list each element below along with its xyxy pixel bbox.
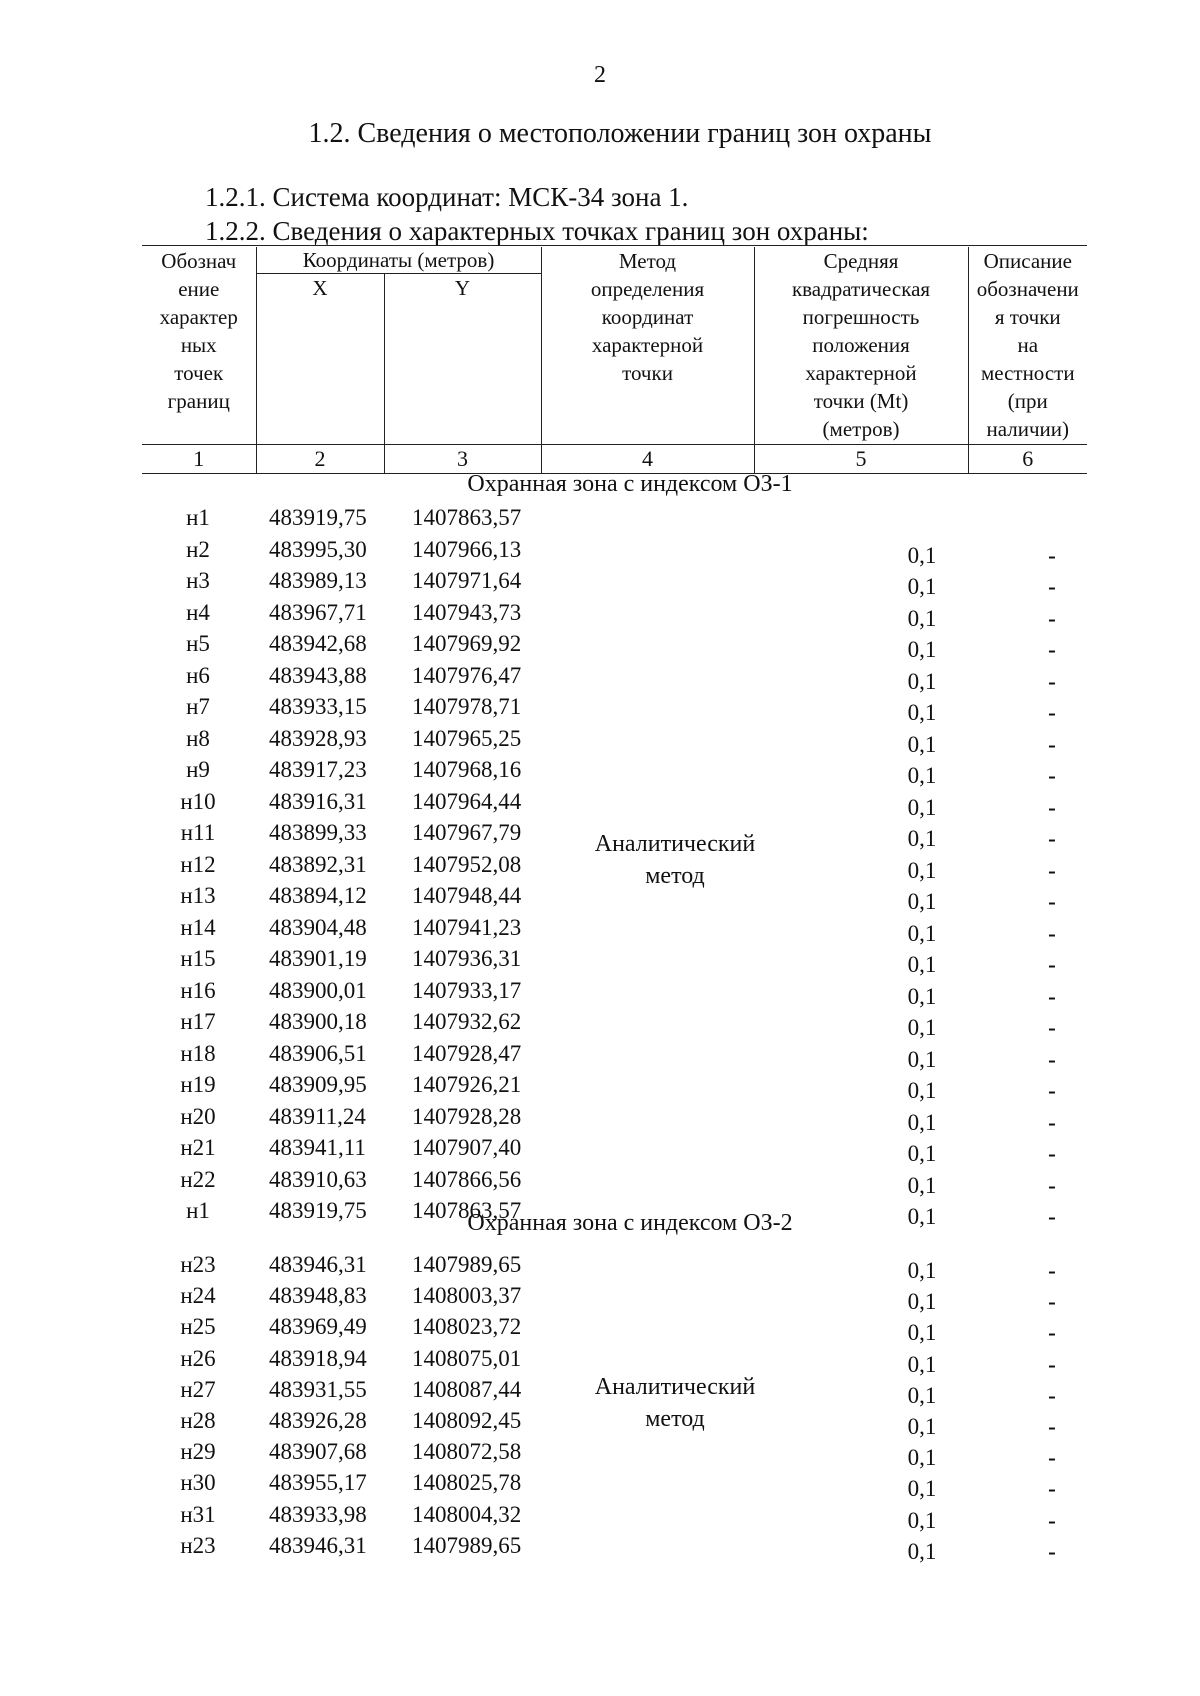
point-name: н11 [180,820,216,845]
point-description: - [1048,1078,1056,1103]
y-coordinate: 1407952,08 [412,851,522,877]
x-coordinate: 483906,51 [269,1040,367,1066]
x-coordinate: 483900,18 [269,1009,367,1034]
table-row [142,537,1087,568]
y-coordinate: 1407943,73 [412,599,522,625]
col-number-3: 3 [384,445,541,474]
x-coordinate: 483933,15 [269,694,367,719]
x-coordinate: 483989,13 [269,568,367,593]
table-row [142,1533,1087,1564]
table-row [142,1439,1087,1470]
y-coordinate: 1407928,28 [412,1103,522,1129]
y-coordinate: 1408023,72 [412,1314,522,1340]
x-coordinate: 483911,24 [269,1103,366,1129]
method-label [560,1371,790,1435]
point-description: - [1048,605,1056,631]
y-coordinate: 1407907,40 [412,1135,522,1160]
y-coordinate: 1407933,17 [412,977,522,1003]
point-description: - [1048,1172,1056,1198]
point-name: н28 [180,1408,216,1433]
point-description: - [1048,1351,1056,1377]
point-description: - [1048,1382,1056,1408]
y-coordinate: 1407932,62 [412,1009,522,1034]
y-coordinate: 1408072,58 [412,1439,522,1465]
y-coordinate: 1407948,44 [412,883,522,908]
point-name: н20 [180,1103,216,1129]
y-coordinate: 1407989,65 [412,1532,522,1558]
table-row [142,600,1087,631]
point-description: - [1048,1538,1056,1564]
col-number-2: 2 [256,445,384,474]
table-row [142,631,1087,662]
y-coordinate: 1407926,21 [412,1072,522,1097]
point-name: н25 [180,1314,216,1340]
header-x: X [256,274,384,445]
y-coordinate: 1408003,37 [412,1283,522,1309]
point-name: н5 [186,631,210,656]
table-row [142,946,1087,977]
mean-error: 0,1 [907,605,937,631]
point-description: - [1048,668,1056,694]
point-name: н13 [180,883,216,908]
point-name: н6 [186,662,210,688]
y-coordinate: 1407863,57 [412,1198,522,1223]
point-name: н23 [180,1252,216,1277]
table-row [142,757,1087,788]
x-coordinate: 483909,95 [269,1072,367,1097]
point-description: - [1048,1445,1056,1471]
y-coordinate: 1407928,47 [412,1040,522,1066]
x-coordinate: 483969,49 [269,1314,367,1340]
mean-error: 0,1 [907,794,937,820]
method-line: Аналитический [594,1374,756,1400]
y-coordinate: 1408075,01 [412,1345,522,1371]
point-description: - [1048,1476,1056,1502]
y-coordinate: 1407866,56 [412,1166,522,1192]
x-coordinate: 483946,31 [269,1532,367,1558]
x-coordinate: 483892,31 [269,851,367,877]
table-header [142,247,1087,474]
y-coordinate: 1407964,44 [412,788,522,814]
y-coordinate: 1408087,44 [412,1376,522,1402]
x-coordinate: 483907,68 [269,1439,367,1465]
mean-error: 0,1 [907,637,937,662]
mean-error: 0,1 [907,1414,937,1439]
y-coordinate: 1407965,25 [412,725,522,751]
table-row [142,1072,1087,1103]
mean-error: 0,1 [907,1046,937,1072]
x-coordinate: 483910,63 [269,1166,367,1192]
point-description: - [1048,1507,1056,1533]
point-name: н15 [180,946,216,971]
point-name: н30 [180,1470,216,1496]
mean-error: 0,1 [907,1289,937,1315]
point-name: н24 [180,1283,216,1309]
table-row [142,978,1087,1009]
mean-error: 0,1 [907,1109,937,1135]
x-coordinate: 483900,01 [269,977,367,1003]
header-col1: Обознач ение характер ных точек границ [159,249,238,413]
header-y: Y [384,274,541,445]
point-description: - [1048,889,1056,914]
y-coordinate: 1407969,92 [412,631,522,656]
zone-title: Охранная зона с индексом ОЗ-1 [467,471,793,497]
table-row [142,1283,1087,1314]
table-row [142,694,1087,725]
mean-error: 0,1 [907,1476,937,1502]
col-number-6: 6 [968,445,1087,474]
x-coordinate: 483931,55 [269,1376,367,1402]
x-coordinate: 483967,71 [269,599,367,625]
x-coordinate: 483919,75 [269,505,367,530]
x-coordinate: 483995,30 [269,536,367,562]
point-name: н7 [186,694,210,719]
y-coordinate: 1407967,79 [412,820,522,845]
point-description: - [1048,1141,1056,1166]
point-name: н16 [180,977,216,1003]
point-description: - [1048,794,1056,820]
x-coordinate: 483919,75 [269,1198,367,1223]
point-description: - [1048,731,1056,757]
mean-error: 0,1 [907,542,937,568]
point-name: н3 [186,568,210,593]
mean-error: 0,1 [907,1258,937,1283]
section-title: 1.2. Сведения о местоположении границ зон охраны [308,118,932,149]
point-description: - [1048,857,1056,883]
col-number-1: 1 [142,445,256,474]
point-description: - [1048,920,1056,946]
mean-error: 0,1 [907,574,937,599]
mean-error: 0,1 [907,1351,937,1377]
point-name: н18 [180,1040,216,1066]
y-coordinate: 1407936,31 [412,946,522,971]
y-coordinate: 1407976,47 [412,662,522,688]
header-col4: Метод определения координат характерной точки [541,247,754,445]
method-line: метод [645,863,705,889]
y-coordinate: 1407978,71 [412,694,522,719]
point-name: н31 [180,1501,216,1527]
y-coordinate: 1408004,32 [412,1501,522,1527]
point-name: н1 [186,1198,210,1223]
table-row [142,568,1087,599]
table-top-border [142,245,1087,246]
point-description: - [1048,1109,1056,1135]
x-coordinate: 483943,88 [269,662,367,688]
mean-error: 0,1 [907,1015,937,1040]
point-description: - [1048,574,1056,599]
point-name: н12 [180,851,216,877]
table-row [142,1502,1087,1533]
y-coordinate: 1407863,57 [412,505,522,530]
point-description: - [1048,637,1056,662]
x-coordinate: 483899,33 [269,820,367,845]
header-col6: Описание обозначени я точки на местности (при наличии) [968,247,1087,445]
col-number-4: 4 [541,445,754,474]
mean-error: 0,1 [907,1172,937,1198]
mean-error: 0,1 [907,857,937,883]
y-coordinate: 1407966,13 [412,536,522,562]
x-coordinate: 483942,68 [269,631,367,656]
header-coordinates: Координаты (метров) [256,247,541,274]
table-row [142,1009,1087,1040]
y-coordinate: 1407971,64 [412,568,522,593]
point-name: н10 [180,788,216,814]
point-description: - [1048,1204,1056,1229]
x-coordinate: 483948,83 [269,1283,367,1309]
point-name: н19 [180,1072,216,1097]
mean-error: 0,1 [907,1445,937,1471]
x-coordinate: 483946,31 [269,1252,367,1277]
table-row [142,789,1087,820]
x-coordinate: 483941,11 [269,1135,366,1160]
method-line: метод [645,1406,705,1432]
table-row [142,1470,1087,1501]
points-info-line: 1.2.2. Сведения о характерных точках границ зон охраны: [205,216,869,246]
mean-error: 0,1 [907,983,937,1009]
mean-error: 0,1 [907,1320,937,1346]
mean-error: 0,1 [907,826,937,851]
point-description: - [1048,1015,1056,1040]
page-number: 2 [594,62,606,88]
table-row [142,663,1087,694]
mean-error: 0,1 [907,1538,937,1564]
table-row [142,505,1087,536]
y-coordinate: 1407989,65 [412,1252,522,1277]
x-coordinate: 483904,48 [269,914,367,940]
point-name: н26 [180,1345,216,1371]
point-description: - [1048,1320,1056,1346]
y-coordinate: 1407968,16 [412,757,522,782]
point-description: - [1048,763,1056,788]
point-name: н21 [180,1135,216,1160]
point-name: н29 [180,1439,216,1465]
point-description: - [1048,1258,1056,1283]
mean-error: 0,1 [907,731,937,757]
point-description: - [1048,826,1056,851]
point-name: н9 [186,757,210,782]
point-description: - [1048,983,1056,1009]
x-coordinate: 483916,31 [269,788,367,814]
table-row [142,726,1087,757]
x-coordinate: 483955,17 [269,1470,367,1496]
method-label [560,828,790,892]
x-coordinate: 483926,28 [269,1408,367,1433]
x-coordinate: 483928,93 [269,725,367,751]
point-name: н8 [186,725,210,751]
x-coordinate: 483894,12 [269,883,367,908]
mean-error: 0,1 [907,952,937,977]
mean-error: 0,1 [907,668,937,694]
mean-error: 0,1 [907,920,937,946]
point-description: - [1048,1414,1056,1439]
point-name: н27 [180,1376,216,1402]
point-description: - [1048,1289,1056,1315]
table-row [142,1314,1087,1345]
point-name: н2 [186,536,210,562]
point-description: - [1048,700,1056,725]
col-number-5: 5 [754,445,968,474]
y-coordinate: 1407941,23 [412,914,522,940]
point-description: - [1048,542,1056,568]
mean-error: 0,1 [907,1507,937,1533]
point-name: н14 [180,914,216,940]
mean-error: 0,1 [907,1204,937,1229]
table-row [142,1167,1087,1198]
method-line: Аналитический [594,831,756,857]
table-row [142,1041,1087,1072]
mean-error: 0,1 [907,1382,937,1408]
table-row [142,1252,1087,1283]
y-coordinate: 1408025,78 [412,1470,522,1496]
table-row [142,1135,1087,1166]
point-description: - [1048,952,1056,977]
point-name: н1 [186,505,210,530]
point-description: - [1048,1046,1056,1072]
point-name: н4 [186,599,210,625]
mean-error: 0,1 [907,1141,937,1166]
mean-error: 0,1 [907,1078,937,1103]
x-coordinate: 483933,98 [269,1501,367,1527]
x-coordinate: 483918,94 [269,1345,367,1371]
coordinate-system-line: 1.2.1. Система координат: МСК-34 зона 1. [205,182,689,212]
point-name: н23 [180,1532,216,1558]
point-name: н17 [180,1009,216,1034]
mean-error: 0,1 [907,889,937,914]
y-coordinate: 1408092,45 [412,1408,522,1433]
mean-error: 0,1 [907,700,937,725]
mean-error: 0,1 [907,763,937,788]
table-row [142,915,1087,946]
x-coordinate: 483917,23 [269,757,367,782]
header-col5: Средняя квадратическая погрешность положения характерной точки (Mt) (метров) [754,247,968,445]
zone-title: Охранная зона с индексом ОЗ-2 [467,1210,793,1236]
point-name: н22 [180,1166,216,1192]
x-coordinate: 483901,19 [269,946,367,971]
table-row [142,1104,1087,1135]
